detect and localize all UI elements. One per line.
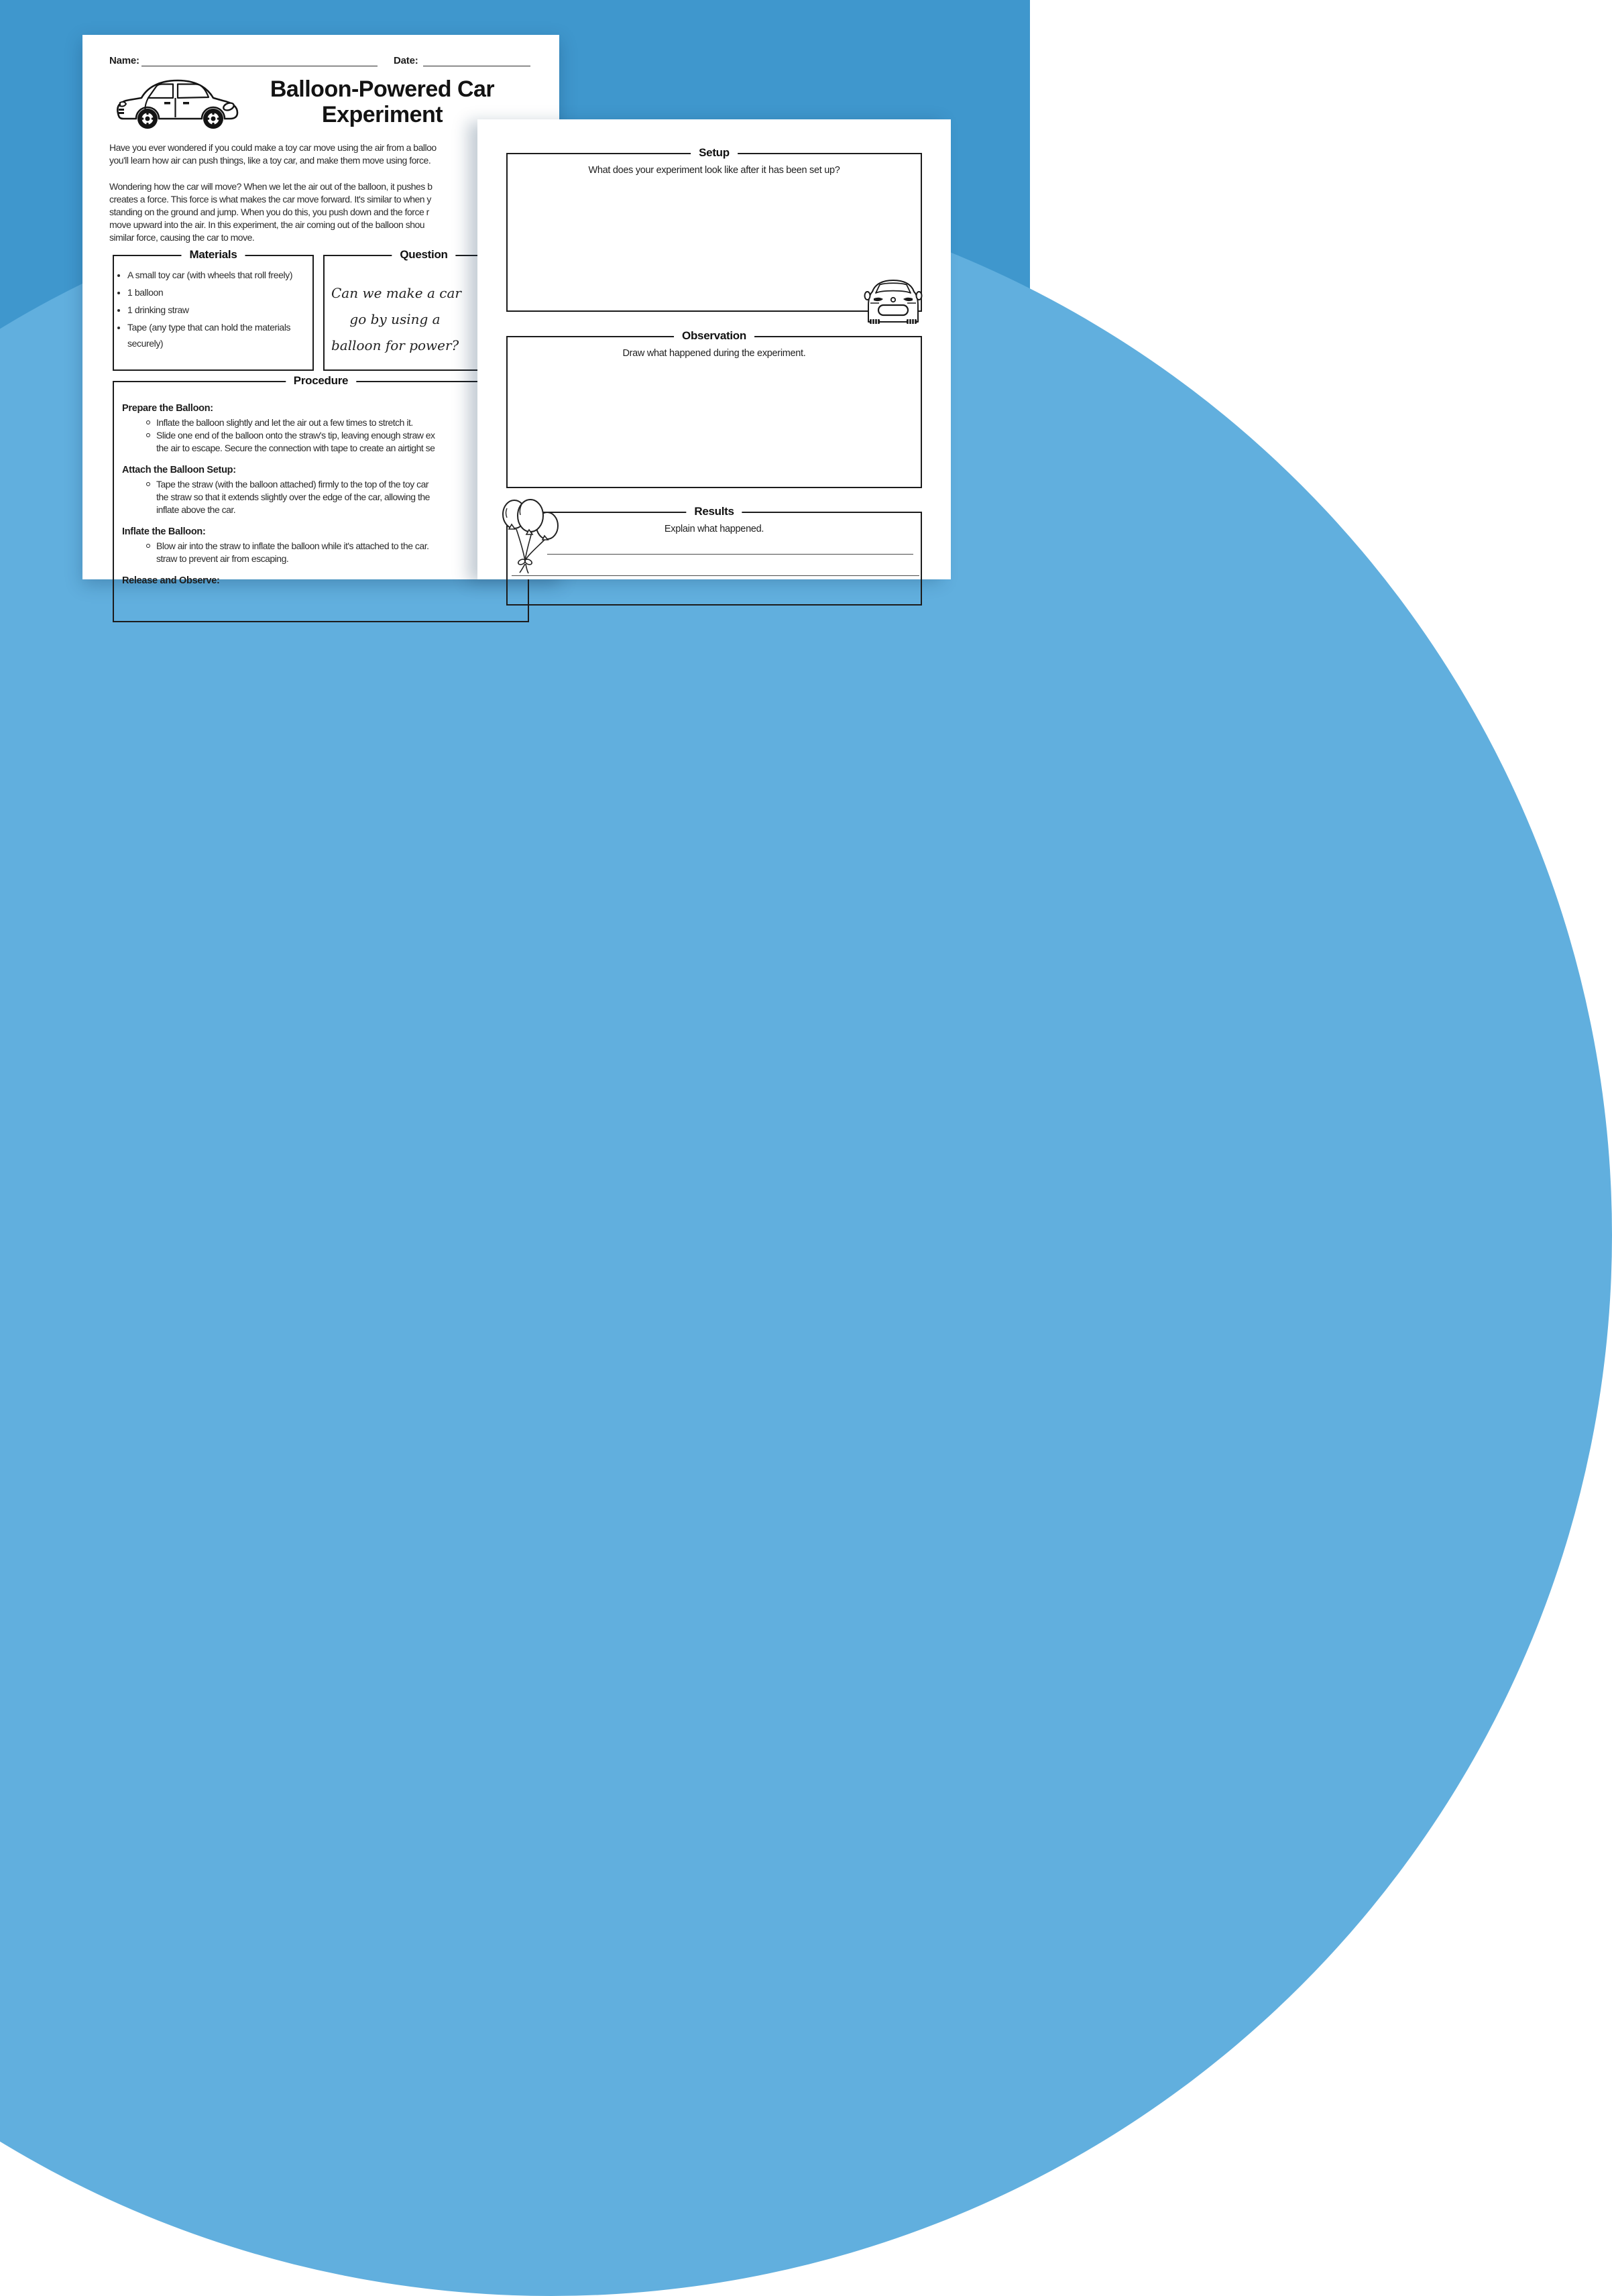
title-line-1: Balloon-Powered Car: [270, 76, 495, 102]
balloons-icon: [496, 495, 565, 574]
materials-item: • 1 drinking straw: [127, 302, 303, 318]
hollow-bullet-icon: [146, 433, 150, 437]
question-text: [331, 280, 459, 359]
paragraph-line: you'll learn how air can push things, like a toy car, and make them move using force.: [109, 155, 431, 166]
hollow-bullet-icon: [146, 420, 150, 424]
hollow-bullet-icon: [146, 544, 150, 548]
procedure-body: [114, 382, 528, 587]
paragraph-line: Wondering how the car will move? When we let the air out of the balloon, it pushes b: [109, 181, 433, 192]
procedure-line: straw to prevent air from escaping.: [156, 553, 289, 564]
results-answer-line: [547, 554, 913, 555]
setup-prompt: What does your experiment look like after it has been set up?: [588, 165, 840, 176]
procedure-step-heading: Prepare the Balloon:: [122, 403, 213, 414]
procedure-line: the air to escape. Secure the connection with tape to create an airtight se: [156, 443, 435, 453]
procedure-step-heading: Inflate the Balloon:: [122, 526, 206, 537]
materials-list: [127, 267, 303, 351]
materials-item: • 1 balloon: [127, 284, 303, 300]
procedure-title: Procedure: [286, 374, 356, 388]
car-front-icon: [862, 278, 925, 325]
name-label: Name:: [109, 55, 139, 66]
question-line: go by using a: [349, 311, 441, 327]
paragraph-line: creates a force. This force is what makes the car move forward. It's similar to when y: [109, 194, 431, 205]
question-line: balloon for power?: [331, 337, 459, 353]
question-line: Can we make a car: [331, 285, 461, 301]
procedure-line: the straw so that it extends slightly over the edge of the car, allowing the: [156, 492, 430, 502]
observation-prompt: Draw what happened during the experiment.: [622, 348, 806, 359]
paragraph-line: standing on the ground and jump. When you do this, you push down and the force r: [109, 207, 429, 217]
answer-page: [477, 119, 951, 579]
title-line-2: Experiment: [321, 102, 443, 127]
paragraph-line: Have you ever wondered if you could make a toy car move using the air from a balloo: [109, 142, 437, 153]
materials-item: • Tape (any type that can hold the materials securely): [127, 319, 303, 351]
setup-title: Setup: [691, 146, 738, 160]
date-label: Date:: [394, 55, 418, 66]
procedure-step-heading: Release and Observe:: [122, 575, 220, 586]
results-title: Results: [686, 505, 742, 518]
observation-title: Observation: [674, 329, 754, 343]
hollow-bullet-icon: [146, 482, 150, 486]
materials-title: Materials: [181, 248, 245, 262]
procedure-line: Slide one end of the balloon onto the straw's tip, leaving enough straw ex: [146, 429, 528, 442]
car-side-icon: [113, 71, 241, 135]
procedure-section: [113, 374, 529, 622]
paragraph-line: similar force, causing the car to move.: [109, 232, 255, 243]
results-section: [506, 505, 922, 606]
canvas-background: [0, 0, 1030, 586]
results-prompt: Explain what happened.: [664, 524, 764, 534]
procedure-line: Blow air into the straw to inflate the balloon while it's attached to the car.: [146, 540, 528, 553]
setup-section: [506, 146, 922, 312]
explanation-paragraph: [109, 180, 432, 244]
procedure-step-heading: Attach the Balloon Setup:: [122, 465, 236, 475]
materials-section: [113, 248, 314, 371]
materials-item: • A small toy car (with wheels that roll freely): [127, 267, 303, 283]
procedure-line: Inflate the balloon slightly and let the air out a few times to stretch it.: [146, 416, 528, 429]
procedure-line: inflate above the car.: [156, 504, 236, 515]
results-answer-line: [512, 575, 919, 576]
question-title: Question: [392, 248, 455, 262]
paragraph-line: move upward into the air. In this experiment, the air coming out of the balloon shou: [109, 219, 425, 230]
procedure-line: Tape the straw (with the balloon attached) firmly to the top of the toy car: [146, 478, 528, 491]
intro-paragraph: [109, 141, 437, 167]
observation-section: [506, 329, 922, 488]
